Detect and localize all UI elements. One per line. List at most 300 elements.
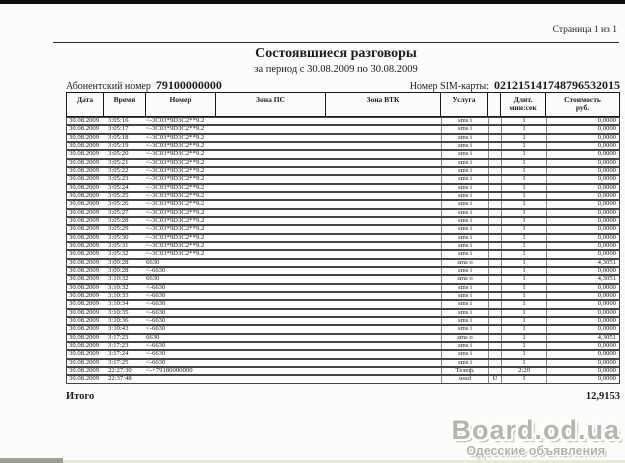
cell-zone-vtk bbox=[326, 193, 441, 199]
cell-service: sms o bbox=[441, 335, 488, 341]
cell-duration: 2:20 bbox=[501, 368, 546, 374]
cell-datetime bbox=[67, 335, 146, 341]
cell-zone-ps bbox=[216, 285, 326, 291]
cell-number: 6630 bbox=[146, 334, 160, 341]
cell-cost: 0,0000 bbox=[546, 176, 619, 182]
cell-zone-ps bbox=[216, 301, 326, 307]
cell-zone-ps bbox=[216, 360, 326, 366]
totals-row bbox=[66, 391, 620, 402]
cell-duration: 1 bbox=[501, 251, 546, 257]
cell-cost: 0,0000 bbox=[546, 310, 619, 316]
table-row bbox=[66, 242, 620, 250]
cell-zone-ps bbox=[216, 210, 326, 216]
column-header-date: Дата bbox=[67, 93, 104, 116]
cell-zone-ps bbox=[216, 351, 326, 357]
cell-service: sms i bbox=[441, 151, 488, 157]
cell-flag: U bbox=[488, 376, 501, 382]
table-row bbox=[66, 209, 620, 217]
cell-cost: 4,3051 bbox=[546, 276, 619, 282]
column-header-duration: Длит. мин:сек bbox=[501, 93, 546, 116]
cell-duration: 1 bbox=[501, 118, 546, 124]
cell-time: 3:05:30 bbox=[108, 234, 129, 241]
cell-flag bbox=[488, 326, 501, 332]
cell-date: 30.08.2009 bbox=[69, 351, 100, 358]
cell-zone-vtk bbox=[326, 301, 441, 307]
cell-flag bbox=[488, 285, 501, 291]
cell-date: 30.08.2009 bbox=[69, 226, 100, 233]
cell-datetime bbox=[67, 326, 146, 332]
cell-flag bbox=[488, 301, 501, 307]
cell-cost: 0,0000 bbox=[546, 301, 619, 307]
column-header-time: Время bbox=[104, 93, 146, 116]
cell-cost: 0,0000 bbox=[546, 268, 619, 274]
sim-label: Номер SIM-карты: bbox=[409, 81, 489, 92]
cell-time: 3:09:28 bbox=[108, 259, 129, 266]
cell-duration: 1 bbox=[501, 126, 546, 132]
cell-time: 3:17:23 bbox=[108, 334, 129, 341]
cell-zone-vtk bbox=[326, 310, 441, 316]
cell-zone-ps bbox=[216, 310, 326, 316]
cell-zone-vtk bbox=[326, 143, 441, 149]
table-row bbox=[66, 334, 620, 342]
cell-datetime bbox=[67, 235, 146, 241]
cell-date: 30.08.2009 bbox=[69, 167, 100, 175]
cell-number: <-6630 bbox=[146, 309, 166, 316]
cell-service: sms i bbox=[441, 351, 488, 357]
cell-duration: 1 bbox=[501, 185, 546, 191]
cell-flag bbox=[488, 360, 501, 366]
cell-zone-ps bbox=[216, 176, 326, 182]
cell-zone-vtk bbox=[326, 218, 441, 224]
cell-datetime bbox=[67, 201, 146, 207]
cell-zone-vtk bbox=[326, 226, 441, 232]
cell-cost: 0,0000 bbox=[546, 168, 619, 174]
cell-number: <-3C03*9D3C2**9.2 bbox=[146, 234, 205, 241]
cell-service: sms i bbox=[441, 251, 488, 257]
cell-date: 30.08.2009 bbox=[69, 317, 100, 324]
table-row bbox=[66, 292, 620, 300]
cell-date: 30.08.2009 bbox=[69, 251, 100, 258]
cell-duration: 1 bbox=[501, 268, 546, 274]
scan-corner-artifact bbox=[0, 458, 63, 463]
table-row bbox=[66, 150, 620, 158]
cell-date: 30.08.2009 bbox=[69, 159, 100, 166]
cell-cost: 0,0000 bbox=[546, 218, 619, 224]
subscriber-number-group bbox=[66, 78, 222, 93]
cell-date: 30.08.2009 bbox=[69, 342, 100, 349]
cell-time: 3:17:24 bbox=[108, 351, 129, 358]
cell-zone-ps bbox=[216, 160, 326, 166]
cell-time: 3:05:22 bbox=[108, 167, 129, 175]
cell-flag bbox=[488, 276, 501, 282]
cell-zone-vtk bbox=[326, 318, 441, 324]
cell-time: 3:05:23 bbox=[108, 176, 129, 183]
total-label: Итого bbox=[66, 391, 95, 402]
cell-date: 30.08.2009 bbox=[69, 242, 100, 249]
cell-number: <-6630 bbox=[146, 351, 166, 358]
table-row bbox=[66, 300, 620, 308]
cell-zone-vtk bbox=[326, 293, 441, 299]
cell-datetime bbox=[67, 318, 146, 324]
cell-duration: 1 bbox=[501, 285, 546, 291]
cell-datetime bbox=[67, 176, 146, 182]
cell-zone-vtk bbox=[326, 235, 441, 241]
cell-service: sms i bbox=[441, 243, 488, 249]
column-header-service: Услуга bbox=[441, 93, 488, 116]
table-row bbox=[66, 167, 620, 175]
cell-date: 30.08.2009 bbox=[69, 209, 100, 216]
cell-number: <-3C03*9D3C2**9.2 bbox=[146, 251, 205, 258]
cell-duration: 1 bbox=[501, 201, 546, 207]
cell-number: <-6630 bbox=[146, 317, 166, 324]
cell-flag bbox=[488, 118, 501, 124]
cell-service: sms i bbox=[441, 343, 488, 349]
cell-zone-ps bbox=[216, 335, 326, 341]
table-row bbox=[66, 134, 620, 142]
cell-date: 30.08.2009 bbox=[69, 192, 100, 200]
cell-zone-ps bbox=[216, 243, 326, 249]
cell-date: 30.08.2009 bbox=[69, 176, 100, 183]
cell-time: 3:10:32 bbox=[108, 284, 129, 291]
cell-datetime bbox=[67, 185, 146, 191]
table-row bbox=[66, 184, 620, 192]
cell-flag bbox=[488, 243, 501, 249]
cell-zone-ps bbox=[216, 118, 326, 124]
cell-date: 30.08.2009 bbox=[69, 284, 100, 291]
table-row bbox=[66, 175, 620, 183]
cell-datetime bbox=[67, 251, 146, 257]
cell-duration: 1 bbox=[501, 276, 546, 282]
cell-datetime bbox=[67, 368, 146, 374]
cell-zone-ps bbox=[216, 143, 326, 149]
cell-service: sms i bbox=[441, 268, 488, 274]
column-header-number: Номер bbox=[146, 93, 216, 116]
cell-cost: 0,0000 bbox=[546, 135, 619, 141]
cell-flag bbox=[488, 260, 501, 266]
cell-cost: 0,0000 bbox=[546, 235, 619, 241]
cell-duration: 1 bbox=[501, 360, 546, 366]
cell-flag bbox=[488, 193, 501, 199]
cell-service: sms i bbox=[441, 176, 488, 182]
table-row bbox=[66, 159, 620, 167]
table-row bbox=[66, 350, 620, 358]
table-row bbox=[66, 142, 620, 150]
cell-service: sms i bbox=[441, 360, 488, 366]
cell-duration: 1 bbox=[501, 168, 546, 174]
cell-zone-vtk bbox=[326, 210, 441, 216]
cell-service: sms i bbox=[441, 326, 488, 332]
cell-service: Телеф. bbox=[441, 368, 488, 374]
cell-flag bbox=[488, 160, 501, 166]
cell-cost: 0,0000 bbox=[546, 185, 619, 191]
cell-flag bbox=[488, 268, 501, 274]
cell-time: 3:10:33 bbox=[108, 292, 129, 299]
cell-time: 3:05:31 bbox=[108, 242, 129, 249]
table-row bbox=[66, 259, 620, 267]
cell-time: 3:05:17 bbox=[108, 126, 129, 133]
table-row bbox=[66, 200, 620, 208]
cell-time: 3:17:25 bbox=[108, 359, 129, 366]
cell-zone-vtk bbox=[326, 260, 441, 266]
table-row bbox=[66, 367, 620, 375]
cell-cost: 0,0000 bbox=[546, 243, 619, 249]
cell-cost: 0,0000 bbox=[546, 143, 619, 149]
table-row bbox=[66, 192, 620, 200]
table-row bbox=[66, 317, 620, 325]
table-header bbox=[66, 92, 620, 117]
cell-number: <-3C03*9D3C2**9.2 bbox=[146, 192, 205, 200]
cell-zone-ps bbox=[216, 201, 326, 207]
cell-duration: 1 bbox=[501, 343, 546, 349]
cell-date: 30.08.2009 bbox=[69, 309, 100, 316]
cell-flag bbox=[488, 185, 501, 191]
cell-datetime bbox=[67, 260, 146, 266]
cell-zone-ps bbox=[216, 293, 326, 299]
cell-date: 30.08.2009 bbox=[69, 184, 100, 191]
cell-number: <-6630 bbox=[146, 267, 166, 274]
cell-zone-ps bbox=[216, 376, 326, 382]
cell-zone-ps bbox=[216, 276, 326, 282]
cell-flag bbox=[488, 293, 501, 299]
cell-time: 3:05:32 bbox=[108, 251, 129, 258]
cell-number: <-3C03*9D3C2**9.2 bbox=[146, 217, 205, 224]
cell-date: 30.08.2009 bbox=[69, 126, 100, 133]
cell-date: 30.08.2009 bbox=[69, 134, 100, 141]
cell-cost: 0,0000 bbox=[546, 118, 619, 124]
cell-number: <-3C03*9D3C2**9.2 bbox=[146, 226, 205, 233]
cell-date: 30.08.2009 bbox=[69, 259, 100, 266]
cell-service: sms i bbox=[441, 135, 488, 141]
cell-date: 30.08.2009 bbox=[69, 118, 100, 125]
cell-duration: 1 bbox=[501, 226, 546, 232]
cell-duration: 1 bbox=[501, 335, 546, 341]
cell-zone-ps bbox=[216, 193, 326, 199]
cell-flag bbox=[488, 226, 501, 232]
cell-zone-vtk bbox=[326, 160, 441, 166]
table-row bbox=[66, 267, 620, 275]
cell-duration: 1 bbox=[501, 260, 546, 266]
cell-datetime bbox=[67, 243, 146, 249]
cell-number: <-6630 bbox=[146, 326, 166, 333]
cell-service: sms o bbox=[441, 260, 488, 266]
cell-duration: 1 bbox=[501, 351, 546, 357]
cell-time: 3:05:24 bbox=[108, 184, 129, 191]
cell-zone-ps bbox=[216, 151, 326, 157]
table-row bbox=[66, 217, 620, 225]
report-period: за период с 30.08.2009 по 30.08.2009 bbox=[254, 64, 418, 75]
cell-zone-vtk bbox=[326, 285, 441, 291]
cell-time: 3:05:16 bbox=[108, 118, 129, 125]
cell-number: <-6630 bbox=[146, 301, 166, 308]
cell-service: sms i bbox=[441, 126, 488, 132]
cell-time: 3:05:27 bbox=[108, 209, 129, 216]
cell-time: 3:10:43 bbox=[108, 326, 129, 333]
cell-cost: 0,0000 bbox=[546, 210, 619, 216]
subscriber-number: 79100000000 bbox=[155, 78, 222, 92]
cell-flag bbox=[488, 143, 501, 149]
watermark-site-name: Board.od.ua bbox=[451, 415, 620, 445]
cell-cost: 0,0000 bbox=[546, 160, 619, 166]
cell-date: 30.08.2009 bbox=[69, 201, 100, 208]
cell-zone-vtk bbox=[326, 176, 441, 182]
cell-time: 3:10:32 bbox=[108, 276, 129, 283]
table-row bbox=[66, 275, 620, 283]
column-header-flag bbox=[488, 93, 501, 116]
cell-cost: 0,0000 bbox=[546, 376, 619, 382]
watermark-tagline: Одесские объявления bbox=[466, 444, 606, 458]
cell-time: 3:05:18 bbox=[108, 134, 129, 141]
cell-date: 30.08.2009 bbox=[69, 234, 100, 241]
cell-time: 3:05:21 bbox=[108, 159, 129, 166]
cell-flag bbox=[488, 368, 501, 374]
cell-time: 3:10:36 bbox=[108, 317, 129, 324]
cell-number: 6630 bbox=[146, 259, 160, 266]
cell-service: sms i bbox=[441, 193, 488, 199]
cell-flag bbox=[488, 126, 501, 132]
cell-flag bbox=[488, 210, 501, 216]
cell-service: sms i bbox=[441, 160, 488, 166]
cell-flag bbox=[488, 335, 501, 341]
cell-zone-ps bbox=[216, 168, 326, 174]
cell-number: <-6630 bbox=[146, 342, 166, 349]
cell-zone-vtk bbox=[326, 351, 441, 357]
cell-datetime bbox=[67, 268, 146, 274]
cell-datetime bbox=[67, 218, 146, 224]
cell-number: <-3C03*9D3C2**9.2 bbox=[146, 242, 205, 249]
cell-service: sms i bbox=[441, 235, 488, 241]
column-header-cost: Стоимость руб. bbox=[564, 94, 601, 112]
table-row bbox=[66, 309, 620, 317]
cell-duration: 1 bbox=[501, 151, 546, 157]
cell-service: sms o bbox=[441, 276, 488, 282]
cell-number: <-3C03*9D3C2**9.2 bbox=[146, 201, 205, 208]
cell-cost: 0,0000 bbox=[546, 193, 619, 199]
cell-service: sms i bbox=[441, 201, 488, 207]
cell-zone-ps bbox=[216, 235, 326, 241]
cell-duration: 1 bbox=[501, 176, 546, 182]
cell-cost: 0,0000 bbox=[546, 293, 619, 299]
cell-datetime bbox=[67, 351, 146, 357]
cell-zone-ps bbox=[216, 343, 326, 349]
cell-date: 30.08.2009 bbox=[69, 276, 100, 283]
cell-service: sms i bbox=[441, 310, 488, 316]
cell-flag bbox=[488, 218, 501, 224]
cell-time: 3:10:34 bbox=[108, 301, 129, 308]
cell-zone-ps bbox=[216, 260, 326, 266]
cell-zone-vtk bbox=[326, 376, 441, 382]
cell-service: sms i bbox=[441, 318, 488, 324]
cell-datetime bbox=[67, 343, 146, 349]
cell-zone-vtk bbox=[326, 201, 441, 207]
table-row bbox=[66, 359, 620, 367]
cell-date: 30.08.2009 bbox=[69, 151, 100, 158]
cell-cost: 0,0000 bbox=[546, 151, 619, 157]
cell-zone-vtk bbox=[326, 360, 441, 366]
cell-datetime bbox=[67, 226, 146, 232]
cell-service: sms i bbox=[441, 118, 488, 124]
cell-flag bbox=[488, 135, 501, 141]
cell-date: 30.08.2009 bbox=[69, 359, 100, 366]
cell-flag bbox=[488, 176, 501, 182]
cell-flag bbox=[488, 251, 501, 257]
table-body bbox=[66, 117, 620, 384]
cell-duration: 1 bbox=[501, 193, 546, 199]
table-row bbox=[66, 250, 620, 258]
header-rule bbox=[53, 42, 619, 43]
cell-service: sms i bbox=[441, 218, 488, 224]
cell-cost: 4,3051 bbox=[546, 260, 619, 266]
cell-time: 3:10:35 bbox=[108, 309, 129, 316]
column-header-zone-vtk: Зона ВТК bbox=[326, 93, 441, 116]
cell-zone-ps bbox=[216, 218, 326, 224]
cell-zone-ps bbox=[216, 268, 326, 274]
cell-number: <-3C03*9D3C2**9.2 bbox=[146, 134, 205, 141]
cell-number: <-6630 bbox=[146, 359, 166, 366]
cell-service: sms i bbox=[441, 285, 488, 291]
cell-duration: 1 bbox=[501, 210, 546, 216]
cell-flag bbox=[488, 151, 501, 157]
cell-duration: 1 bbox=[501, 143, 546, 149]
cell-number bbox=[146, 376, 216, 382]
cell-zone-ps bbox=[216, 326, 326, 332]
cell-duration: 1 bbox=[501, 318, 546, 324]
cell-duration: 1 bbox=[501, 301, 546, 307]
cell-date: 30.08.2009 bbox=[69, 301, 100, 308]
cell-datetime bbox=[67, 360, 146, 366]
cell-flag bbox=[488, 235, 501, 241]
cell-zone-ps bbox=[216, 226, 326, 232]
cell-time: 3:05:20 bbox=[108, 151, 129, 158]
cell-time: 22:27:30 bbox=[108, 367, 132, 374]
cell-zone-vtk bbox=[326, 118, 441, 124]
cell-number: <-+79180000000 bbox=[146, 367, 193, 374]
cell-flag bbox=[488, 201, 501, 207]
cell-service: ussd bbox=[441, 376, 488, 382]
cell-zone-vtk bbox=[326, 185, 441, 191]
cell-date: 30.08.2009 bbox=[69, 326, 100, 333]
cell-service: sms i bbox=[441, 226, 488, 232]
table-row bbox=[66, 375, 620, 383]
cell-number: <-3C03*9D3C2**9.2 bbox=[146, 167, 205, 175]
cell-zone-vtk bbox=[326, 368, 441, 374]
cell-cost: 0,0000 bbox=[546, 285, 619, 291]
cell-cost: 0,0000 bbox=[546, 368, 619, 374]
cell-date: 30.08.2009 bbox=[69, 292, 100, 299]
cell-duration: 1 bbox=[501, 376, 546, 382]
cell-datetime bbox=[67, 151, 146, 157]
cell-cost: 0,0000 bbox=[546, 251, 619, 257]
cell-zone-vtk bbox=[326, 243, 441, 249]
cell-date: 30.08.2009 bbox=[69, 376, 100, 383]
page-number-label: Страница 1 из 1 bbox=[552, 25, 617, 35]
cell-flag bbox=[488, 343, 501, 349]
cell-number: 6630 bbox=[146, 276, 160, 283]
cell-service: sms i bbox=[441, 185, 488, 191]
cell-number: <-3C03*9D3C2**9.2 bbox=[146, 126, 205, 133]
subscriber-label: Абонентский номер bbox=[66, 81, 151, 92]
cell-service: sms i bbox=[441, 210, 488, 216]
cell-datetime bbox=[67, 143, 146, 149]
cell-service: sms i bbox=[441, 168, 488, 174]
cell-service: sms i bbox=[441, 301, 488, 307]
cell-cost: 0,0000 bbox=[546, 343, 619, 349]
cell-number: <-3C03*9D3C2**9.2 bbox=[146, 184, 205, 191]
cell-cost: 0,0000 bbox=[546, 318, 619, 324]
cell-duration: 1 bbox=[501, 326, 546, 332]
cell-cost: 0,0000 bbox=[546, 360, 619, 366]
table-row bbox=[66, 342, 620, 350]
cell-zone-vtk bbox=[326, 251, 441, 257]
